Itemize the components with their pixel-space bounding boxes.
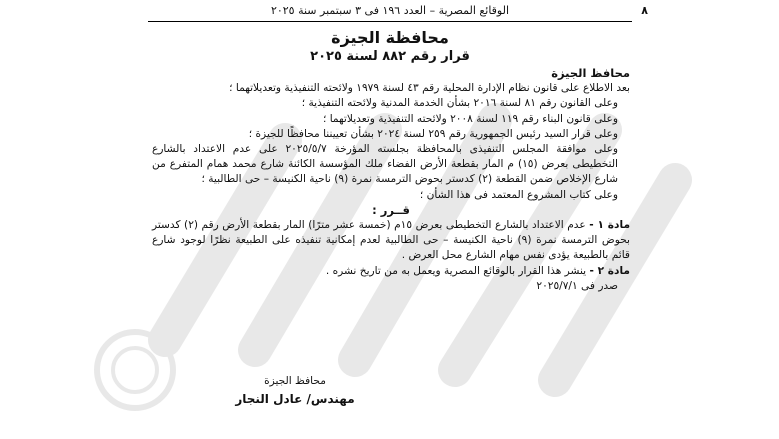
decree-body: [152, 66, 630, 294]
article-label: مادة ٢ -: [589, 264, 630, 277]
running-title: الوقائع المصرية – العدد ١٩٦ فى ٣ سبتمبر سنة ٢٠٢٥: [270, 4, 510, 17]
decides-heading: قــرر :: [372, 202, 410, 217]
header-rule: [148, 21, 632, 22]
signature-block: [200, 372, 390, 408]
article-2: [152, 264, 630, 279]
preamble-paragraph: وعلى قانون البناء رقم ١١٩ لسنة ٢٠٠٨ ولائحته التنفيذية وتعديلاتهما ؛: [322, 112, 618, 125]
issuer-heading: محافظ الجيزة: [551, 66, 630, 80]
signature-name: مهندس/ عادل النجار: [235, 392, 355, 406]
governorate-title: محافظة الجيزة: [331, 28, 449, 47]
preamble-paragraph: بعد الاطلاع على قانون نظام الإدارة المحلية رقم ٤٣ لسنة ١٩٧٩ ولائحته التنفيذية وتعديلاتهما ؛: [229, 82, 630, 95]
running-header: [150, 4, 648, 20]
article-text: ينشر هذا القرار بالوقائع المصرية ويعمل به من تاريخ نشره .: [325, 264, 587, 277]
page-number: ٨: [641, 4, 648, 17]
article-1: [152, 218, 630, 264]
article-text: عدم الاعتداد بالشارع التخطيطى بعرض ١٥م (خمسة عشر مترًا) المار بقطعة الأرض رقم (٢) كدستر بحوض الترمسة نمرة (٩) ناحية الكنيسة – حى الطالبية لعدم إمكانية تنفيذه على الطبيعة نظرًا لوجود شارع قائم بالطبيعة يؤدى نفس مهام الشارع محل العرض .: [152, 219, 630, 262]
title-block: [150, 28, 630, 66]
preamble-paragraph: وعلى موافقة المجلس التنفيذى بالمحافظة بجلسته المؤرخة ٢٠٢٥/٥/٧ على عدم الاعتداد بالشارع التخطيطى بعرض (١٥) م المار بقطعة الأرض الفضاء ملك المؤسسة الكائنة شارع محمد همام المتفرع من شارع الإخلاص ضمن القطعة (٢) كدستر بحوض الترمسة نمرة (٩) ناحية الكنيسة – حى الطالبية ؛: [152, 143, 619, 186]
decree-title: قرار رقم ٨٨٢ لسنة ٢٠٢٥: [310, 49, 470, 64]
signature-title: محافظ الجيزة: [264, 375, 326, 387]
issue-date: صدر فى ٢٠٢٥/٧/١: [536, 279, 618, 292]
article-label: مادة ١ -: [589, 219, 631, 232]
preamble-paragraph: وعلى القانون رقم ٨١ لسنة ٢٠١٦ بشأن الخدمة المدنية ولائحته التنفيذية ؛: [301, 97, 618, 110]
preamble-paragraph: وعلى قرار السيد رئيس الجمهورية رقم ٢٥٩ لسنة ٢٠٢٤ بشأن تعييننا محافظًا للجيزة ؛: [248, 127, 618, 140]
preamble-paragraph: وعلى كتاب المشروع المعتمد فى هذا الشأن ؛: [419, 188, 618, 201]
